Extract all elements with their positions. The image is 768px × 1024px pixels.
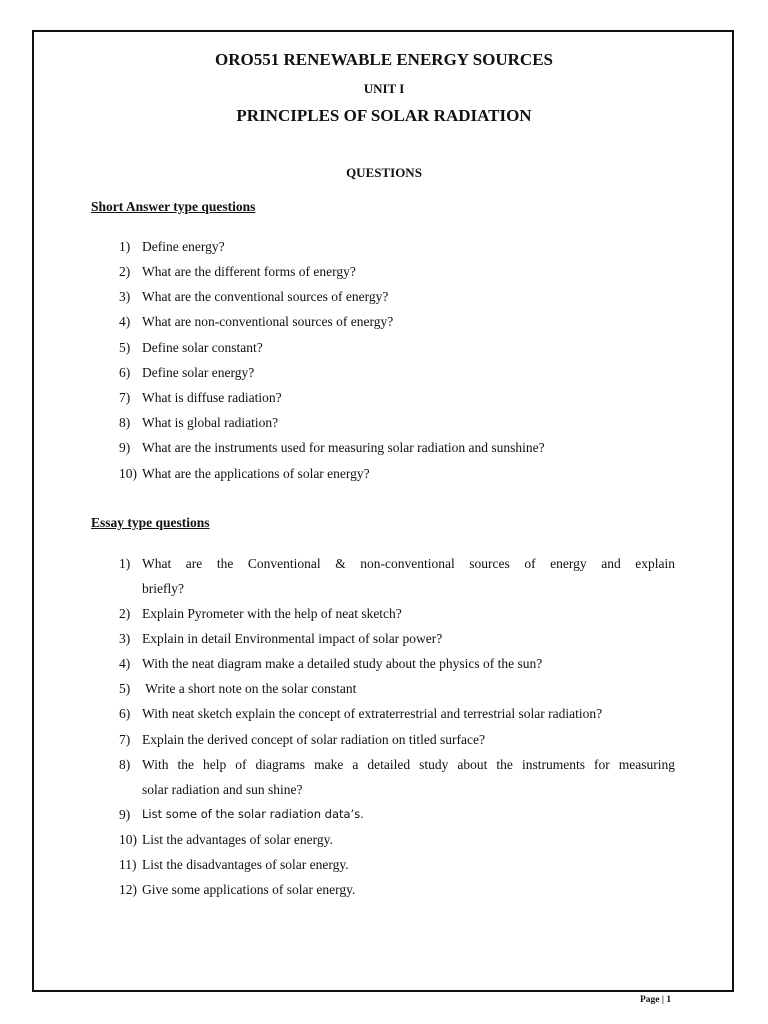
page-number: Page | 1 [640,995,672,1005]
topic-title: PRINCIPLES OF SOLAR RADIATION [236,106,532,125]
short-answer-heading: Short Answer type questions [91,199,256,214]
course-title: ORO551 RENEWABLE ENERGY SOURCES [214,50,554,69]
unit-label: UNIT I [363,81,405,96]
essay-heading: Essay type questions [91,515,210,530]
questions-label: QUESTIONS [346,165,422,180]
